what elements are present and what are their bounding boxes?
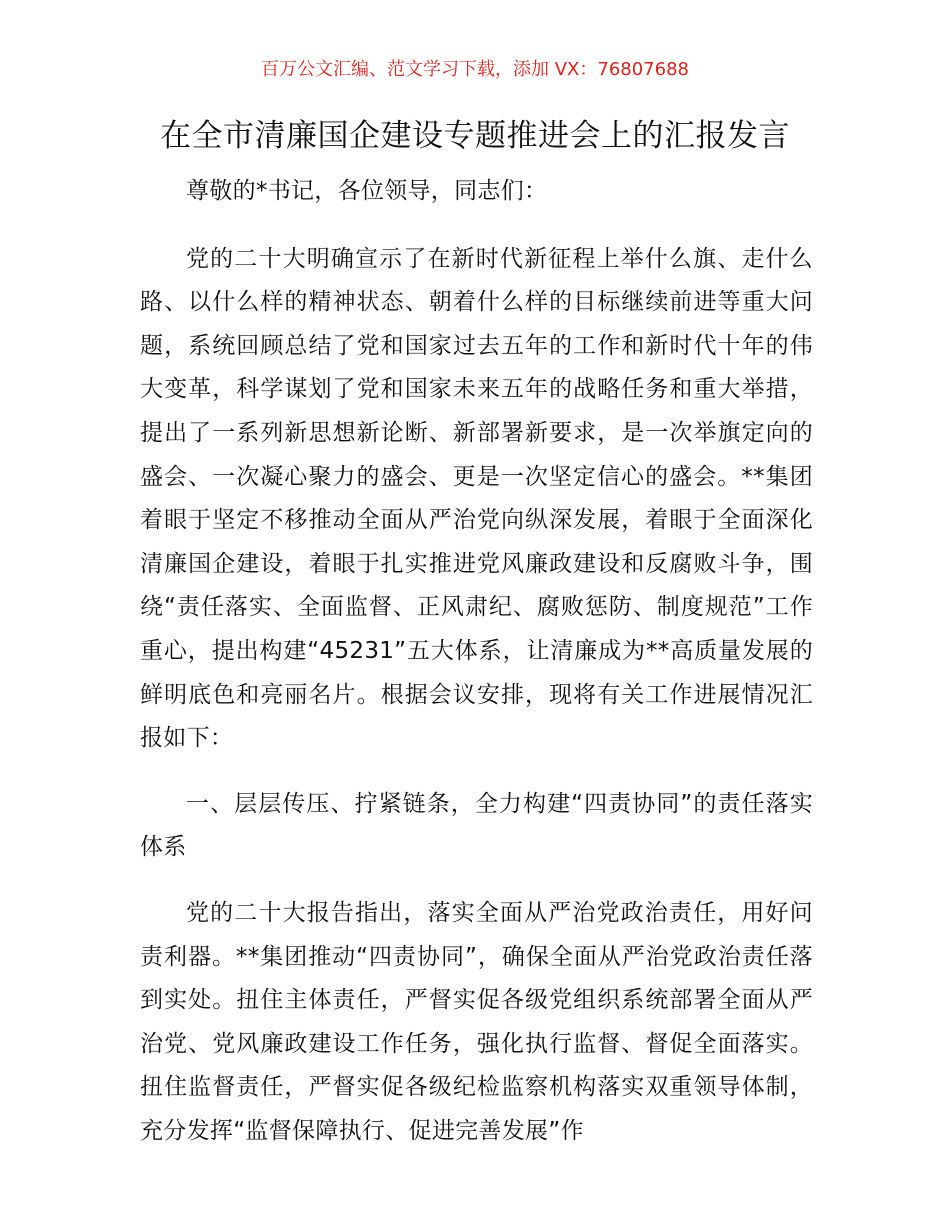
greeting-paragraph: 尊敬的*书记，各位领导，同志们：: [186, 178, 548, 204]
section-heading-1: 一、层层传压、拧紧链条，全力构建“四责协同”的责任落实体系: [140, 790, 813, 861]
document-body: [140, 170, 813, 1153]
body-paragraph-2: 党的二十大报告指出，落实全面从严治党政治责任，用好问责利器。**集团推动“四责协同”，确保全面从严治党政治责任落到实处。扭住主体责任，严督实促各级党组织系统部署全面从严治党、党风廉政建设工作任务，强化执行监督、督促全面落实。扭住监督责任，严督实促各级纪检监察机构落实双重领导体制，充分发挥“监督保障执行、促进完善发展”作: [140, 899, 813, 1144]
document-title: 在全市清廉国企建设专题推进会上的汇报发言: [160, 118, 790, 154]
header-watermark: 百万公文汇编、范文学习下载，添加 VX：76807688: [261, 59, 689, 80]
body-paragraph-1: 党的二十大明确宣示了在新时代新征程上举什么旗、走什么路、以什么样的精神状态、朝着什么样的目标继续前进等重大问题，系统回顾总结了党和国家过去五年的工作和新时代十年的伟大变革，科学谋划了党和国家未来五年的战略任务和重大举措，提出了一系列新思想新论断、新部署新要求，是一次举旗定向的盛会、一次凝心聚力的盛会、更是一次坚定信心的盛会。**集团着眼于坚定不移推动全面从严治党向纵深发展，着眼于全面深化清廉国企建设，着眼于扎实推进党风廉政建设和反腐败斗争，围绕“责任落实、全面监督、正风肃纪、腐败惩防、制度规范”工作重心，提出构建“45231”五大体系，让清廉成为**高质量发展的鲜明底色和亮丽名片。根据会议安排，现将有关工作进展情况汇报如下：: [140, 245, 813, 752]
